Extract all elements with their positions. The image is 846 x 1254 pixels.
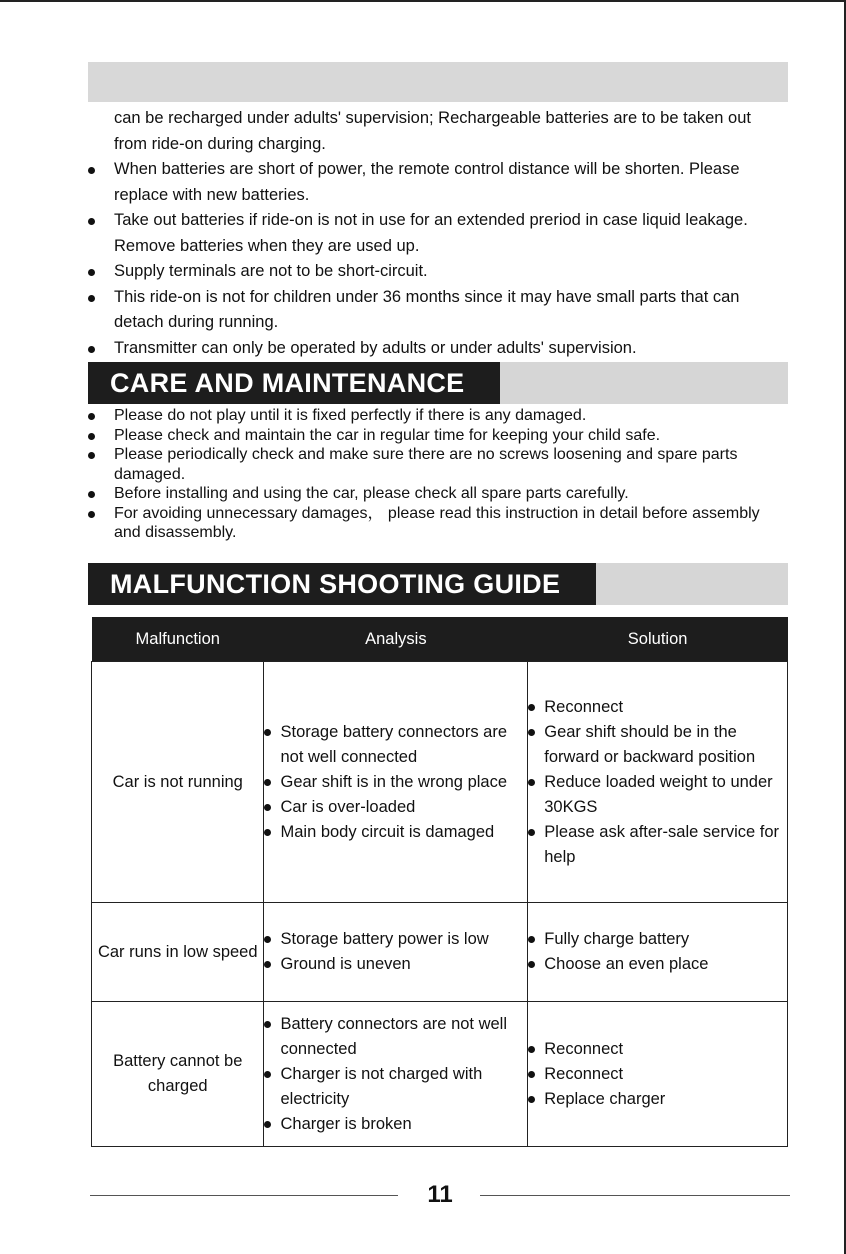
list-item: Before installing and using the car, please check all spare parts carefully. — [88, 484, 788, 504]
page-number: 11 — [427, 1181, 453, 1208]
analysis-header: Analysis — [264, 617, 528, 662]
list-item: Battery connectors are not well connected — [264, 1012, 527, 1062]
malfunction-cell: Battery cannot be charged — [92, 1002, 264, 1147]
list-item: Storage battery power is low — [264, 927, 527, 952]
analysis-cell — [264, 1002, 528, 1147]
malfunction-section-title: MALFUNCTION SHOOTING GUIDE — [88, 563, 596, 605]
header-band — [88, 62, 788, 102]
analysis-cell — [264, 903, 528, 1002]
list-item: Main body circuit is damaged — [264, 820, 527, 845]
list-item: Ground is uneven — [264, 952, 527, 977]
footer-rule-left — [90, 1195, 398, 1196]
list-item: When batteries are short of power, the remote control distance will be shorten. Please replace with new batteries. — [88, 157, 788, 208]
list-item: For avoiding unnecessary damages， please read this instruction in detail before assembly and disassembly. — [88, 504, 788, 543]
table-row — [92, 662, 788, 903]
list-item: Charger is not charged with electricity — [264, 1062, 527, 1112]
list-item: Please do not play until it is fixed perfectly if there is any damaged. — [88, 406, 788, 426]
list-item: Gear shift is in the wrong place — [264, 770, 527, 795]
table-header-row — [92, 617, 788, 662]
list-item: Transmitter can only be operated by adults or under adults' supervision. — [88, 336, 788, 362]
table-row — [92, 903, 788, 1002]
list-item: Please periodically check and make sure there are no screws loosening and spare parts damaged. — [88, 445, 788, 484]
footer-rule-right — [480, 1195, 790, 1196]
care-bullet-list — [88, 406, 788, 543]
list-item: Fully charge battery — [528, 927, 787, 952]
solution-cell — [528, 662, 788, 903]
table-row — [92, 1002, 788, 1147]
malfunction-cell: Car runs in low speed — [92, 903, 264, 1002]
care-section-band — [88, 362, 788, 404]
solution-cell — [528, 903, 788, 1002]
list-item: can be recharged under adults' supervision; Rechargeable batteries are to be taken out from ride-on during charging. — [114, 109, 751, 153]
list-item: This ride-on is not for children under 36 months since it may have small parts that can detach during running. — [88, 285, 788, 336]
safety-bullet-list — [88, 106, 788, 361]
list-item: Reduce loaded weight to under 30KGS — [528, 770, 787, 820]
malfunction-section-band — [88, 563, 788, 605]
list-item: Reconnect — [528, 695, 787, 720]
list-item: Please ask after-sale service for help — [528, 820, 787, 870]
list-item: Reconnect — [528, 1062, 787, 1087]
solution-header: Solution — [528, 617, 788, 662]
solution-cell — [528, 1002, 788, 1147]
list-item: Replace charger — [528, 1087, 787, 1112]
list-item: Choose an even place — [528, 952, 787, 977]
list-item: Take out batteries if ride-on is not in use for an extended preriod in case liquid leakage. Remove batteries when they are used up. — [88, 208, 788, 259]
list-item: Charger is broken — [264, 1112, 527, 1137]
care-section-title: CARE AND MAINTENANCE — [88, 362, 500, 404]
list-item: Gear shift should be in the forward or backward position — [528, 720, 787, 770]
list-item: Car is over-loaded — [264, 795, 527, 820]
list-item: Storage battery connectors are not well connected — [264, 720, 527, 770]
analysis-cell — [264, 662, 528, 903]
list-item: Reconnect — [528, 1037, 787, 1062]
list-item: Please check and maintain the car in regular time for keeping your child safe. — [88, 426, 788, 446]
malfunction-cell: Car is not running — [92, 662, 264, 903]
malfunction-table — [91, 617, 788, 1147]
malfunction-header: Malfunction — [92, 617, 264, 662]
list-item: Supply terminals are not to be short-circuit. — [88, 259, 788, 285]
